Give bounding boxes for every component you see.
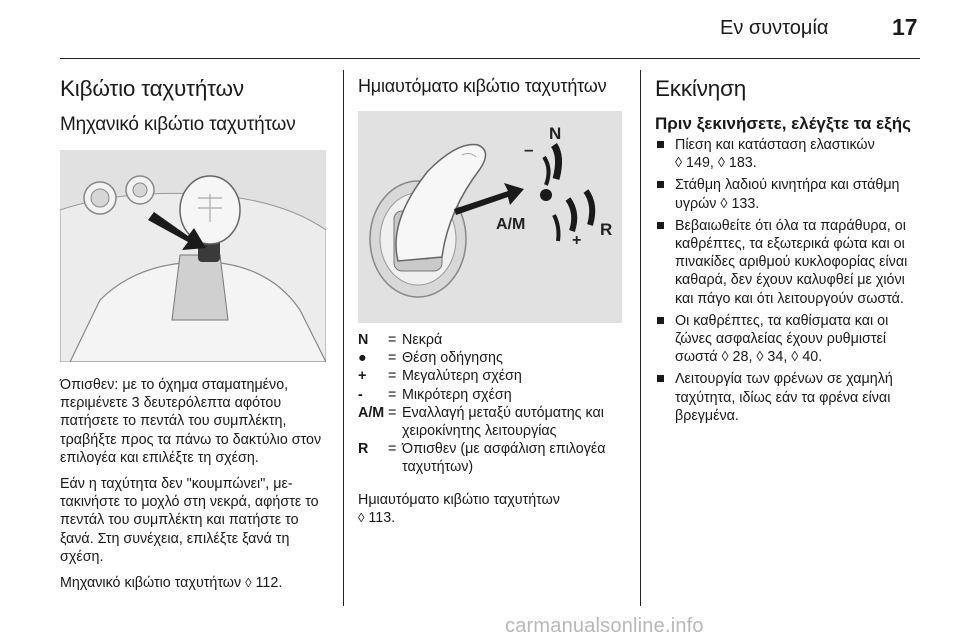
semi-automatic-reference	[358, 491, 626, 527]
list-item	[655, 370, 925, 425]
square-bullet-icon	[657, 222, 664, 229]
column-divider	[640, 70, 641, 606]
reference-page[interactable]: 112.	[255, 575, 283, 592]
legend-row	[358, 367, 626, 385]
column-starting	[655, 70, 925, 429]
legend-key: N	[358, 332, 369, 348]
column-manual-gearbox	[60, 70, 328, 592]
reference-text: Μηχανικό κιβώτιο ταχυτήτων	[60, 575, 242, 592]
column-divider	[343, 70, 344, 606]
gear-engage-paragraph: Εάν η ταχύτητα δεν "κουμπώνει", μετακινήστε το μοχλό στη νεκρά, αφήστε το πεντάλ του συμπλέκτη και πατήστε το ξανά. Στη συνέχεια, επιλέξτε ξανά τη σχέση.	[60, 476, 319, 565]
gear-selector-icon	[358, 111, 622, 323]
legend-description: Όπισθεν (με ασφάλιση επιλογέα ταχυτήτων)	[402, 441, 606, 476]
manual-gear-lever-illustration	[60, 150, 326, 362]
legend-key: -	[358, 386, 363, 403]
legend-key: R	[358, 441, 369, 458]
list-item-reference[interactable]: ◊ 133.	[720, 195, 760, 212]
legend-row	[358, 404, 626, 440]
legend-row	[358, 440, 626, 476]
list-item	[655, 136, 925, 172]
legend-description: Θέση οδήγησης	[402, 350, 503, 367]
legend-description: Εναλλαγή μεταξύ αυτόματης και χειροκίνητης λειτουργίας	[402, 404, 604, 440]
square-bullet-icon	[657, 317, 664, 324]
manual-gearbox-reference	[60, 574, 328, 592]
square-bullet-icon	[657, 375, 664, 382]
pre-start-checks-subheading: Πριν ξεκινήσετε, ελέγξτε τα εξής	[655, 114, 911, 133]
header-rule	[60, 58, 920, 59]
page-number: 17	[892, 14, 918, 40]
legend-row	[358, 331, 626, 349]
legend-key: ●	[358, 350, 367, 367]
legend-equals: =	[388, 441, 397, 458]
legend-key: A/M	[358, 404, 385, 421]
semi-automatic-subheading: Ημιαυτόματο κιβώτιο ταχυτήτων	[358, 76, 607, 96]
list-item	[655, 217, 925, 308]
legend-row	[358, 386, 626, 404]
section-title: Εν συντομία	[720, 17, 829, 39]
r-label: R	[600, 220, 613, 239]
minus-label: –	[524, 140, 534, 159]
reverse-gear-paragraph: Όπισθεν: με το όχημα σταματημένο, περιμένετε 3 δευτερόλεπτα αφότου πατήσετε το πεντάλ του συμπλέκτη, τραβήξτε προς τα πάνω το δακτύλιο στον επιλογέα και επιλέξτε τη σχέση.	[60, 377, 322, 466]
list-item-text: Οι καθρέπτες, τα καθίσματα και οι ζώνες ασφαλείας έχουν ρυθμιστεί σωστά	[675, 312, 889, 366]
reference-page[interactable]: 113.	[368, 509, 396, 526]
square-bullet-icon	[657, 181, 664, 188]
column-semi-automatic-gearbox	[358, 70, 626, 527]
list-item-text: Πίεση και κατάσταση ελαστικών	[675, 137, 875, 153]
gearbox-heading: Κιβώτιο ταχυτήτων	[60, 76, 244, 101]
am-label: A/M	[496, 216, 526, 233]
legend-equals: =	[388, 350, 397, 367]
legend-equals: =	[388, 386, 397, 403]
list-item	[655, 312, 925, 367]
semi-automatic-selector-illustration	[358, 111, 622, 323]
list-item-reference[interactable]: ◊ 28, ◊ 34, ◊ 40.	[721, 349, 823, 366]
watermark: carmanualsonline.info	[505, 615, 704, 637]
page-header	[0, 0, 960, 62]
legend-row	[358, 349, 626, 367]
list-item-reference[interactable]: ◊ 149, ◊ 183.	[675, 155, 757, 172]
n-label: N	[549, 124, 562, 143]
pre-start-checklist	[655, 136, 925, 425]
manual-gear-lever-icon	[60, 150, 326, 362]
list-item	[655, 176, 925, 212]
list-item-text: Βεβαιωθείτε ότι όλα τα παράθυρα, οι καθρέπτες, τα εξωτερικά φώτα και οι πινακίδες αριθμού κυκλοφορίας είναι καθαρά, δεν έχουν καλυφθεί με χιόνι και πάγο και ότι λειτουργούν σωστά.	[675, 217, 908, 307]
legend-equals: =	[388, 404, 397, 421]
legend-description: Μικρότερη σχέση	[402, 386, 512, 403]
legend-description: Νεκρά	[402, 332, 443, 348]
legend-equals: =	[388, 368, 397, 385]
legend-equals: =	[388, 332, 397, 348]
square-bullet-icon	[657, 141, 664, 148]
page-reference-icon: ◊	[358, 509, 365, 525]
gear-legend	[358, 331, 626, 477]
page-reference-icon: ◊	[245, 575, 252, 591]
list-item-text: Λειτουργία των φρένων σε χαμηλή ταχύτητα, ιδίως εάν τα φρένα είναι βρεγμένα.	[675, 371, 893, 424]
starting-heading: Εκκίνηση	[655, 76, 747, 101]
legend-description: Μεγαλύτερη σχέση	[402, 368, 522, 385]
plus-label: +	[572, 232, 582, 249]
list-item-text: Στάθμη λαδιού κινητήρα και στάθμη υγρών	[675, 177, 900, 212]
legend-key: +	[358, 368, 367, 385]
manual-gearbox-subheading: Μηχανικό κιβώτιο ταχυτήτων	[60, 114, 296, 135]
reference-text: Ημιαυτόματο κιβώτιο ταχυτήτων	[358, 491, 560, 508]
